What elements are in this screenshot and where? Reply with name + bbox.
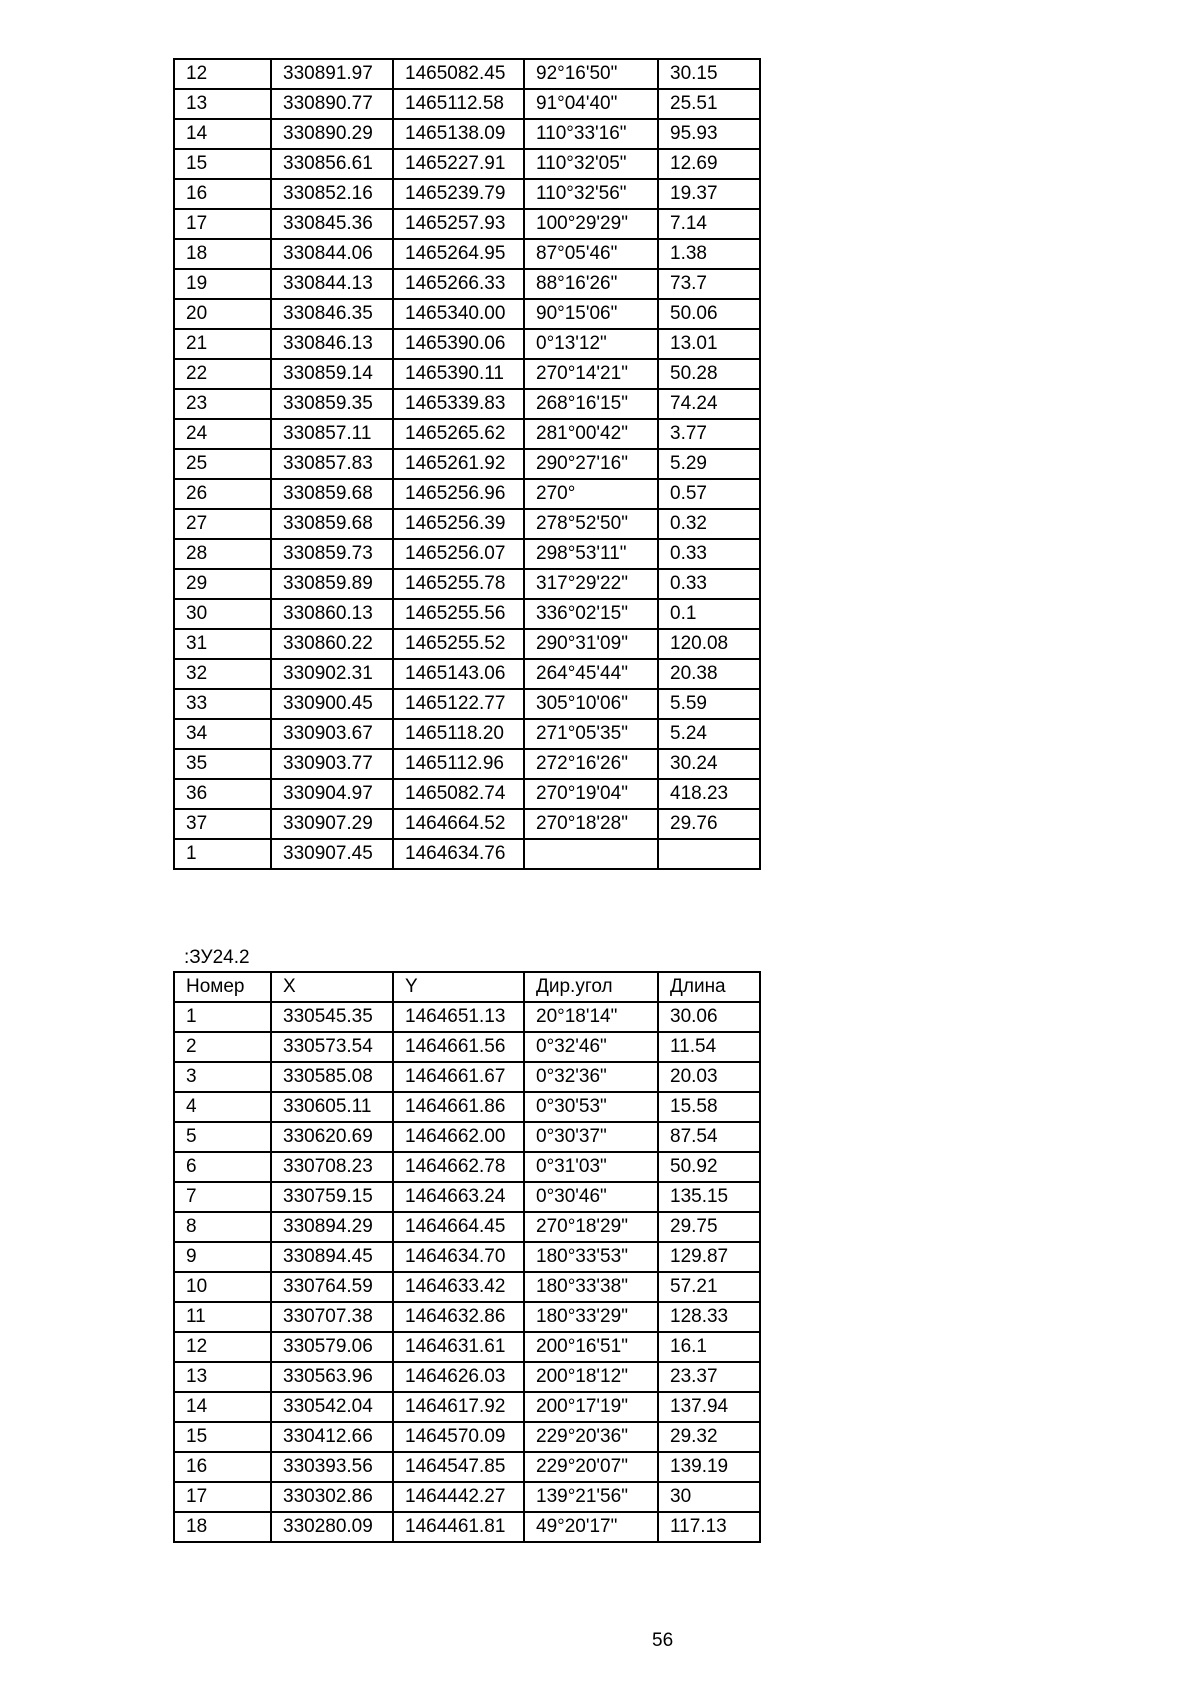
table2-body	[174, 972, 760, 1542]
table-row	[174, 389, 760, 419]
header-cell-length: Длина	[658, 972, 760, 1002]
cell-number: 23	[174, 389, 271, 419]
cell-number: 3	[174, 1062, 271, 1092]
table-row	[174, 149, 760, 179]
cell-number: 15	[174, 149, 271, 179]
cell-direction-angle: 49°20'17"	[524, 1512, 658, 1542]
cell-length: 30.06	[658, 1002, 760, 1032]
cell-length: 50.92	[658, 1152, 760, 1182]
cell-direction-angle: 270°18'28"	[524, 809, 658, 839]
cell-x: 330844.13	[271, 269, 393, 299]
cell-y: 1465138.09	[393, 119, 524, 149]
cell-length: 0.33	[658, 569, 760, 599]
table-row	[174, 1422, 760, 1452]
cell-length: 16.1	[658, 1332, 760, 1362]
cell-y: 1464442.27	[393, 1482, 524, 1512]
cell-x: 330860.22	[271, 629, 393, 659]
cell-direction-angle: 110°32'05"	[524, 149, 658, 179]
cell-x: 330708.23	[271, 1152, 393, 1182]
table-row	[174, 689, 760, 719]
table-row	[174, 1302, 760, 1332]
cell-x: 330859.89	[271, 569, 393, 599]
cell-direction-angle: 281°00'42"	[524, 419, 658, 449]
cell-x: 330894.29	[271, 1212, 393, 1242]
cell-length: 135.15	[658, 1182, 760, 1212]
cell-x: 330859.73	[271, 539, 393, 569]
cell-length: 25.51	[658, 89, 760, 119]
cell-number: 9	[174, 1242, 271, 1272]
cell-x: 330412.66	[271, 1422, 393, 1452]
cell-y: 1465256.39	[393, 509, 524, 539]
cell-x: 330856.61	[271, 149, 393, 179]
cell-length: 3.77	[658, 419, 760, 449]
table-row	[174, 1272, 760, 1302]
cell-x: 330764.59	[271, 1272, 393, 1302]
cell-x: 330907.45	[271, 839, 393, 869]
cell-x: 330902.31	[271, 659, 393, 689]
cell-y: 1465112.96	[393, 749, 524, 779]
cell-x: 330859.68	[271, 479, 393, 509]
cell-x: 330890.77	[271, 89, 393, 119]
cell-direction-angle: 229°20'07"	[524, 1452, 658, 1482]
cell-direction-angle: 317°29'22"	[524, 569, 658, 599]
cell-y: 1465265.62	[393, 419, 524, 449]
cell-x: 330900.45	[271, 689, 393, 719]
cell-y: 1465239.79	[393, 179, 524, 209]
cell-length: 418.23	[658, 779, 760, 809]
cell-direction-angle: 0°30'37"	[524, 1122, 658, 1152]
cell-y: 1465255.78	[393, 569, 524, 599]
cell-length: 29.76	[658, 809, 760, 839]
table-row	[174, 599, 760, 629]
cell-length: 0.33	[658, 539, 760, 569]
table-row	[174, 719, 760, 749]
cell-y: 1464634.76	[393, 839, 524, 869]
cell-number: 8	[174, 1212, 271, 1242]
cell-x: 330857.83	[271, 449, 393, 479]
cell-x: 330845.36	[271, 209, 393, 239]
cell-number: 14	[174, 119, 271, 149]
table-row	[174, 89, 760, 119]
cell-direction-angle: 290°27'16"	[524, 449, 658, 479]
cell-direction-angle: 90°15'06"	[524, 299, 658, 329]
cell-x: 330573.54	[271, 1032, 393, 1062]
cell-length: 50.28	[658, 359, 760, 389]
cell-number: 16	[174, 1452, 271, 1482]
table-row	[174, 209, 760, 239]
cell-x: 330894.45	[271, 1242, 393, 1272]
cell-y: 1465264.95	[393, 239, 524, 269]
cell-x: 330907.29	[271, 809, 393, 839]
table-row	[174, 329, 760, 359]
cell-y: 1465118.20	[393, 719, 524, 749]
cell-length: 13.01	[658, 329, 760, 359]
cell-y: 1465143.06	[393, 659, 524, 689]
table-row	[174, 449, 760, 479]
cell-y: 1465082.45	[393, 59, 524, 89]
cell-y: 1464661.86	[393, 1092, 524, 1122]
cell-number: 12	[174, 1332, 271, 1362]
cell-direction-angle: 278°52'50"	[524, 509, 658, 539]
cell-length: 30.15	[658, 59, 760, 89]
cell-number: 26	[174, 479, 271, 509]
cell-number: 17	[174, 209, 271, 239]
table-row	[174, 59, 760, 89]
table-row	[174, 839, 760, 869]
cell-y: 1465122.77	[393, 689, 524, 719]
cell-number: 33	[174, 689, 271, 719]
cell-y: 1464626.03	[393, 1362, 524, 1392]
table1-body	[174, 59, 760, 869]
cell-length: 12.69	[658, 149, 760, 179]
cell-number: 27	[174, 509, 271, 539]
cell-number: 6	[174, 1152, 271, 1182]
cell-length: 95.93	[658, 119, 760, 149]
cell-length: 87.54	[658, 1122, 760, 1152]
cell-length: 50.06	[658, 299, 760, 329]
cell-length	[658, 839, 760, 869]
table-row	[174, 1392, 760, 1422]
cell-number: 16	[174, 179, 271, 209]
cell-number: 34	[174, 719, 271, 749]
cell-direction-angle: 20°18'14"	[524, 1002, 658, 1032]
header-cell-number: Номер	[174, 972, 271, 1002]
cell-direction-angle: 92°16'50"	[524, 59, 658, 89]
cell-length: 11.54	[658, 1032, 760, 1062]
cell-number: 35	[174, 749, 271, 779]
header-cell-direction-angle: Дир.угол	[524, 972, 658, 1002]
cell-y: 1465257.93	[393, 209, 524, 239]
cell-number: 13	[174, 1362, 271, 1392]
cell-direction-angle: 110°33'16"	[524, 119, 658, 149]
cell-direction-angle: 0°32'46"	[524, 1032, 658, 1062]
cell-y: 1465255.52	[393, 629, 524, 659]
cell-direction-angle: 305°10'06"	[524, 689, 658, 719]
table-row	[174, 1452, 760, 1482]
cell-x: 330393.56	[271, 1452, 393, 1482]
table-row	[174, 1152, 760, 1182]
cell-length: 117.13	[658, 1512, 760, 1542]
cell-y: 1465256.96	[393, 479, 524, 509]
cell-y: 1464547.85	[393, 1452, 524, 1482]
page-number: 56	[652, 1630, 674, 1651]
cell-x: 330605.11	[271, 1092, 393, 1122]
cell-direction-angle: 270°14'21"	[524, 359, 658, 389]
table-row	[174, 1512, 760, 1542]
cell-y: 1465112.58	[393, 89, 524, 119]
cell-y: 1464661.67	[393, 1062, 524, 1092]
cell-y: 1464461.81	[393, 1512, 524, 1542]
cell-number: 17	[174, 1482, 271, 1512]
table-row	[174, 1362, 760, 1392]
cell-direction-angle: 264°45'44"	[524, 659, 658, 689]
cell-y: 1464663.24	[393, 1182, 524, 1212]
cell-length: 129.87	[658, 1242, 760, 1272]
cell-direction-angle: 290°31'09"	[524, 629, 658, 659]
table-row	[174, 509, 760, 539]
cell-x: 330857.11	[271, 419, 393, 449]
table-row	[174, 1482, 760, 1512]
cell-y: 1465227.91	[393, 149, 524, 179]
cell-direction-angle: 200°16'51"	[524, 1332, 658, 1362]
cell-x: 330890.29	[271, 119, 393, 149]
table-row	[174, 569, 760, 599]
cell-direction-angle: 87°05'46"	[524, 239, 658, 269]
table-row	[174, 1092, 760, 1122]
cell-length: 23.37	[658, 1362, 760, 1392]
cell-x: 330579.06	[271, 1332, 393, 1362]
cell-direction-angle: 180°33'38"	[524, 1272, 658, 1302]
cell-y: 1465339.83	[393, 389, 524, 419]
cell-x: 330903.67	[271, 719, 393, 749]
cell-number: 28	[174, 539, 271, 569]
cell-x: 330707.38	[271, 1302, 393, 1332]
cell-number: 2	[174, 1032, 271, 1062]
cell-y: 1464664.45	[393, 1212, 524, 1242]
table-row	[174, 1002, 760, 1032]
cell-x: 330620.69	[271, 1122, 393, 1152]
cell-x: 330545.35	[271, 1002, 393, 1032]
cell-length: 74.24	[658, 389, 760, 419]
table-row	[174, 809, 760, 839]
cell-direction-angle: 91°04'40"	[524, 89, 658, 119]
cell-length: 5.24	[658, 719, 760, 749]
cell-direction-angle: 200°18'12"	[524, 1362, 658, 1392]
cell-length: 0.1	[658, 599, 760, 629]
cell-number: 25	[174, 449, 271, 479]
cell-number: 14	[174, 1392, 271, 1422]
cell-number: 12	[174, 59, 271, 89]
cell-x: 330903.77	[271, 749, 393, 779]
table-row	[174, 119, 760, 149]
cell-length: 29.32	[658, 1422, 760, 1452]
cell-x: 330846.13	[271, 329, 393, 359]
cell-y: 1464633.42	[393, 1272, 524, 1302]
table-row	[174, 659, 760, 689]
cell-direction-angle: 200°17'19"	[524, 1392, 658, 1422]
cell-length: 128.33	[658, 1302, 760, 1332]
cell-number: 10	[174, 1272, 271, 1302]
table-row	[174, 179, 760, 209]
cell-y: 1464617.92	[393, 1392, 524, 1422]
cell-y: 1464651.13	[393, 1002, 524, 1032]
cell-x: 330542.04	[271, 1392, 393, 1422]
cell-number: 36	[174, 779, 271, 809]
table-row	[174, 1062, 760, 1092]
cell-number: 18	[174, 239, 271, 269]
cell-number: 7	[174, 1182, 271, 1212]
cell-length: 120.08	[658, 629, 760, 659]
header-cell-y: Y	[393, 972, 524, 1002]
cell-y: 1465340.00	[393, 299, 524, 329]
cell-y: 1464570.09	[393, 1422, 524, 1452]
cell-length: 7.14	[658, 209, 760, 239]
table-row	[174, 479, 760, 509]
section-title: :ЗУ24.2	[184, 947, 250, 968]
cell-number: 30	[174, 599, 271, 629]
cell-y: 1464631.61	[393, 1332, 524, 1362]
cell-number: 15	[174, 1422, 271, 1452]
cell-number: 1	[174, 1002, 271, 1032]
cell-direction-angle: 110°32'56"	[524, 179, 658, 209]
cell-direction-angle: 0°31'03"	[524, 1152, 658, 1182]
cell-direction-angle: 271°05'35"	[524, 719, 658, 749]
cell-y: 1464632.86	[393, 1302, 524, 1332]
coordinates-table-zu24-2	[173, 971, 761, 1543]
cell-length: 0.32	[658, 509, 760, 539]
cell-x: 330846.35	[271, 299, 393, 329]
cell-x: 330563.96	[271, 1362, 393, 1392]
cell-direction-angle	[524, 839, 658, 869]
cell-length: 73.7	[658, 269, 760, 299]
cell-x: 330891.97	[271, 59, 393, 89]
cell-number: 13	[174, 89, 271, 119]
table-row	[174, 1182, 760, 1212]
cell-number: 24	[174, 419, 271, 449]
table-row	[174, 1032, 760, 1062]
coordinates-table-continued	[173, 58, 761, 870]
cell-length: 30.24	[658, 749, 760, 779]
cell-y: 1465256.07	[393, 539, 524, 569]
cell-length: 15.58	[658, 1092, 760, 1122]
table-row	[174, 299, 760, 329]
cell-direction-angle: 0°32'36"	[524, 1062, 658, 1092]
cell-direction-angle: 100°29'29"	[524, 209, 658, 239]
cell-x: 330280.09	[271, 1512, 393, 1542]
cell-number: 5	[174, 1122, 271, 1152]
cell-number: 18	[174, 1512, 271, 1542]
table-row	[174, 629, 760, 659]
cell-direction-angle: 180°33'29"	[524, 1302, 658, 1332]
cell-direction-angle: 180°33'53"	[524, 1242, 658, 1272]
table-row	[174, 1242, 760, 1272]
cell-direction-angle: 0°30'46"	[524, 1182, 658, 1212]
cell-length: 29.75	[658, 1212, 760, 1242]
cell-direction-angle: 268°16'15"	[524, 389, 658, 419]
cell-y: 1464634.70	[393, 1242, 524, 1272]
cell-length: 20.38	[658, 659, 760, 689]
cell-length: 137.94	[658, 1392, 760, 1422]
cell-number: 29	[174, 569, 271, 599]
cell-length: 19.37	[658, 179, 760, 209]
cell-number: 20	[174, 299, 271, 329]
cell-y: 1464662.00	[393, 1122, 524, 1152]
cell-x: 330859.35	[271, 389, 393, 419]
cell-y: 1465390.06	[393, 329, 524, 359]
cell-direction-angle: 0°30'53"	[524, 1092, 658, 1122]
cell-direction-angle: 0°13'12"	[524, 329, 658, 359]
cell-length: 57.21	[658, 1272, 760, 1302]
cell-direction-angle: 229°20'36"	[524, 1422, 658, 1452]
cell-number: 21	[174, 329, 271, 359]
cell-length: 20.03	[658, 1062, 760, 1092]
table-row	[174, 1332, 760, 1362]
table-row	[174, 779, 760, 809]
header-cell-x: X	[271, 972, 393, 1002]
cell-length: 5.59	[658, 689, 760, 719]
cell-x: 330860.13	[271, 599, 393, 629]
cell-number: 19	[174, 269, 271, 299]
cell-length: 139.19	[658, 1452, 760, 1482]
cell-x: 330859.14	[271, 359, 393, 389]
cell-length: 1.38	[658, 239, 760, 269]
table-row	[174, 1212, 760, 1242]
table-row	[174, 539, 760, 569]
cell-number: 37	[174, 809, 271, 839]
cell-x: 330859.68	[271, 509, 393, 539]
table-row	[174, 359, 760, 389]
cell-direction-angle: 298°53'11"	[524, 539, 658, 569]
cell-y: 1464664.52	[393, 809, 524, 839]
table-row	[174, 419, 760, 449]
cell-y: 1465255.56	[393, 599, 524, 629]
cell-direction-angle: 336°02'15"	[524, 599, 658, 629]
cell-y: 1464662.78	[393, 1152, 524, 1182]
cell-y: 1465390.11	[393, 359, 524, 389]
cell-direction-angle: 272°16'26"	[524, 749, 658, 779]
cell-y: 1465082.74	[393, 779, 524, 809]
cell-number: 22	[174, 359, 271, 389]
cell-length: 0.57	[658, 479, 760, 509]
cell-number: 32	[174, 659, 271, 689]
cell-direction-angle: 270°	[524, 479, 658, 509]
cell-y: 1465261.92	[393, 449, 524, 479]
cell-number: 4	[174, 1092, 271, 1122]
cell-direction-angle: 88°16'26"	[524, 269, 658, 299]
cell-x: 330904.97	[271, 779, 393, 809]
cell-number: 31	[174, 629, 271, 659]
cell-direction-angle: 270°19'04"	[524, 779, 658, 809]
table-header-row	[174, 972, 760, 1002]
cell-x: 330585.08	[271, 1062, 393, 1092]
cell-direction-angle: 139°21'56"	[524, 1482, 658, 1512]
cell-number: 1	[174, 839, 271, 869]
cell-x: 330759.15	[271, 1182, 393, 1212]
cell-direction-angle: 270°18'29"	[524, 1212, 658, 1242]
cell-length: 30	[658, 1482, 760, 1512]
cell-x: 330302.86	[271, 1482, 393, 1512]
table-row	[174, 239, 760, 269]
cell-number: 11	[174, 1302, 271, 1332]
cell-y: 1464661.56	[393, 1032, 524, 1062]
cell-length: 5.29	[658, 449, 760, 479]
cell-x: 330844.06	[271, 239, 393, 269]
cell-x: 330852.16	[271, 179, 393, 209]
table-row	[174, 749, 760, 779]
table-row	[174, 269, 760, 299]
table-row	[174, 1122, 760, 1152]
cell-y: 1465266.33	[393, 269, 524, 299]
